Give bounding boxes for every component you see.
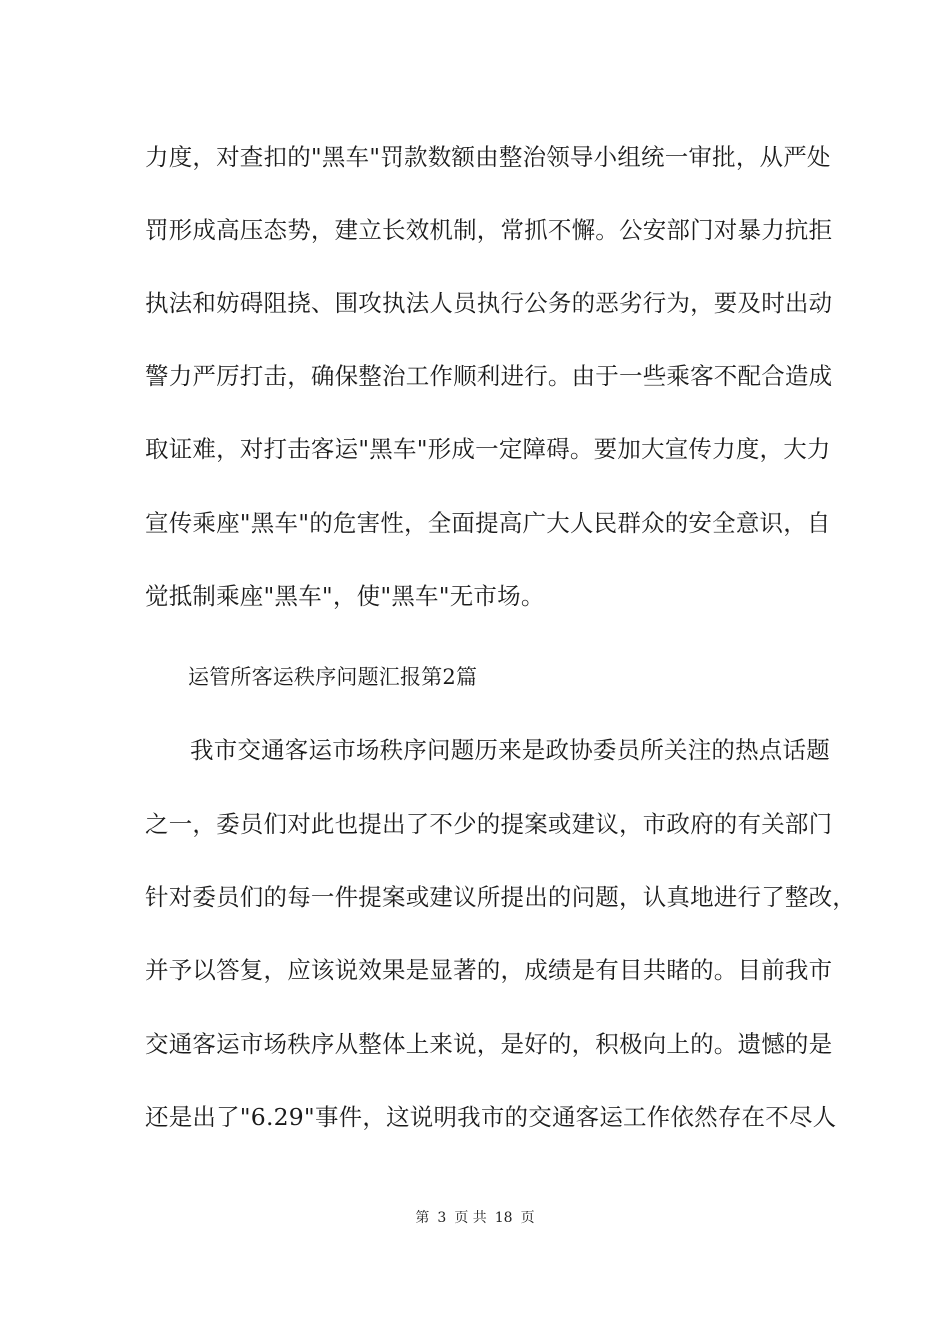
footer-suffix: 页	[520, 1210, 535, 1226]
paragraph-line: 交通客运市场秩序从整体上来说，是好的，积极向上的。遗憾的是	[145, 1030, 833, 1058]
paragraph-line: 取证难，对打击客运"黑车"形成一定障碍。要加大宣传力度，大力	[145, 435, 831, 463]
paragraph-line: 警力严厉打击，确保整治工作顺利进行。由于一些乘客不配合造成	[145, 362, 833, 390]
section-heading: 运管所客运秩序问题汇报第2篇	[188, 665, 478, 689]
footer-prefix: 第	[415, 1210, 430, 1226]
paragraph-line: 并予以答复，应该说效果是显著的，成绩是有目共睹的。目前我市	[145, 956, 833, 984]
paragraph-line: 我市交通客运市场秩序问题历来是政协委员所关注的热点话题	[190, 736, 830, 764]
paragraph-line: 觉抵制乘座"黑车"，使"黑车"无市场。	[145, 582, 545, 610]
paragraph-line: 宣传乘座"黑车"的危害性，全面提高广大人民群众的安全意识，自	[145, 509, 831, 537]
paragraph-line: 还是出了"6.29"事件，这说明我市的交通客运工作依然存在不尽人	[145, 1103, 837, 1131]
footer-current-page: 3	[437, 1210, 447, 1226]
footer-total-pages: 18	[494, 1210, 513, 1226]
paragraph-line: 罚形成高压态势，建立长效机制，常抓不懈。公安部门对暴力抗拒	[145, 216, 833, 244]
paragraph-line: 力度，对查扣的"黑车"罚款数额由整治领导小组统一审批，从严处	[145, 143, 831, 171]
page-footer	[0, 1208, 950, 1228]
footer-middle: 页 共	[454, 1210, 487, 1226]
paragraph-line: 执法和妨碍阻挠、围攻执法人员执行公务的恶劣行为，要及时出动	[145, 289, 833, 317]
paragraph-line: 针对委员们的每一件提案或建议所提出的问题，认真地进行了整改，	[145, 883, 856, 911]
paragraph-line: 之一，委员们对此也提出了不少的提案或建议，市政府的有关部门	[145, 810, 833, 838]
